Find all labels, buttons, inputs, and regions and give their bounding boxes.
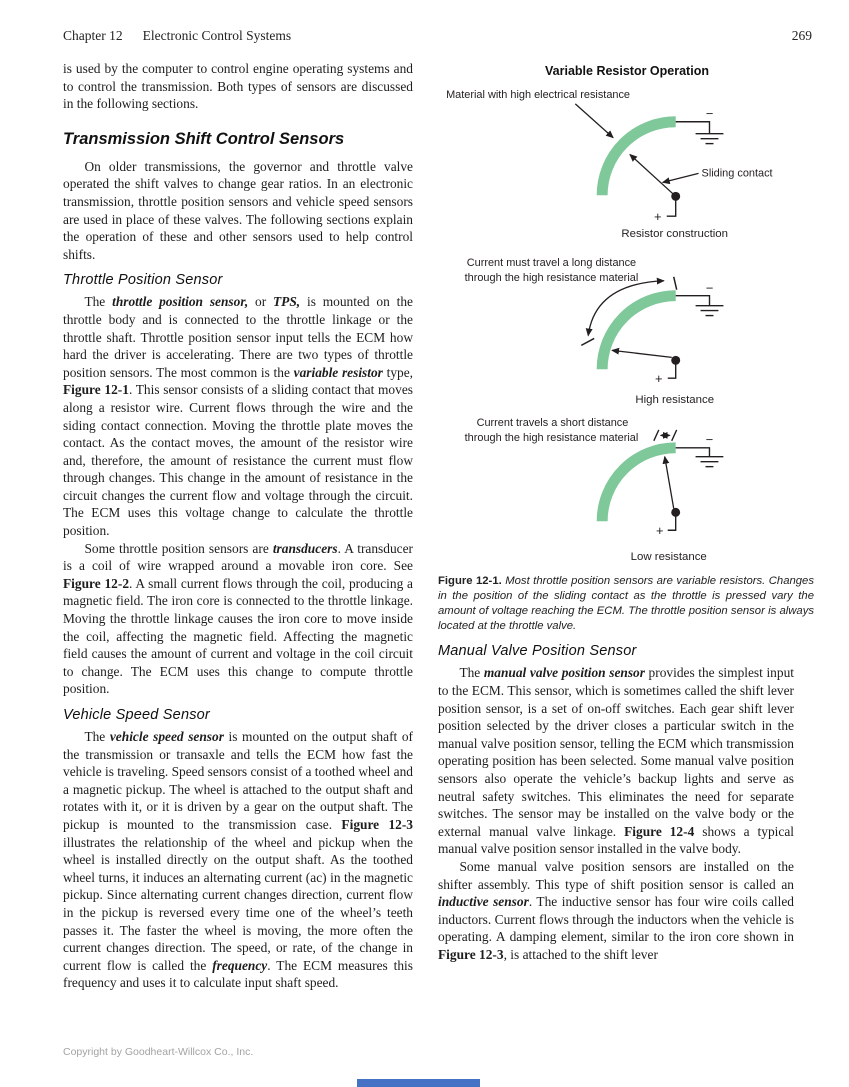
label-short-distance-line2: through the high resistance material (464, 431, 639, 444)
label-short-distance-line1: Current travels a short distance (476, 416, 629, 429)
caption-resistor-construction: Resistor construction (621, 228, 729, 241)
plus-terminal-label: + (654, 209, 662, 225)
page-number: 269 (791, 28, 812, 43)
label-sliding-contact: Sliding contact (701, 167, 773, 180)
diagram-high-resistance (438, 244, 814, 413)
subheading-throttle-position-sensor: Throttle Position Sensor (63, 272, 223, 289)
contact-pivot-dot (671, 508, 680, 517)
right-column (438, 60, 814, 992)
ground-symbol (676, 296, 724, 316)
travel-end-tick-top (674, 277, 677, 290)
contact-pivot-dot (671, 192, 680, 201)
resistor-arc (602, 296, 676, 370)
subheading-manual-valve-position-sensor: Manual Valve Position Sensor (438, 643, 637, 660)
figure-title: Variable Resistor Operation (545, 64, 709, 78)
travel-end-tick-bottom (581, 338, 594, 345)
positive-lead-wire (667, 200, 676, 216)
figure-caption: Figure 12-1. Most throttle position sensors are variable resistors. Changes in the position of the sliding contact as the throttle is pressed vary the amount of voltage reaching the ECM. The throttle position sensor is always located at the throttle valve. (438, 575, 814, 633)
diagram-resistor-construction (438, 80, 814, 244)
ground-symbol (676, 448, 724, 467)
minus-terminal-label: − (705, 105, 714, 121)
running-header (63, 28, 812, 44)
paragraph-mvps-1: The manual valve position sensor provides the simplest input to the ECM. This sensor, which is sometimes called the shift lever position sensor, is a set of on-off switches. Each gear shift lever position selected by the driver closes a particular switch in the manual valve position sensor, telling the ECM which transmission operating position has been selected. Some manual valve position sensors also operate the vehicle’s backup lights and serve as neutral safety switches. This eliminates the need for separate switches. The sensor may be installed on the valve body or the external manual valve linkage. Figure 12-4 shows a typical manual valve position sensor installed in the valve body. (438, 665, 794, 857)
header-left (63, 28, 291, 44)
subheading-vehicle-speed-sensor: Vehicle Speed Sensor (63, 707, 210, 723)
paragraph-vss: The vehicle speed sensor is mounted on the output shaft of the transmission or transaxle and tells the ECM how fast the vehicle is traveling. Speed sensors consist of a toothed wheel and a magnetic pickup. The wheel is attached to the output shaft and rotates with it, or it is driven by a gear on the output shaft. The pickup is mounted to the transmission case. Figure 12-3 illustrates the relationship of the wheel and pickup when the wheel is installed directly on the output shaft. As the toothed wheel turns, it induces an alternating current (ac) in the magnetic pickup. Since alternating current changes direction, current flow in the pickup is reversed every time one of the wheel’s teeth passes it. The faster the wheel is moving, the more often the current changes direction. The speed, or rate, of the change in current flow is called the frequency. The ECM measures this frequency and uses it to calculate input shaft speed. (63, 729, 413, 991)
book-title: Electronic Control Systems (142, 28, 292, 43)
chapter-label: Chapter 12 (63, 28, 123, 43)
pointer-line-material (575, 104, 613, 138)
sliding-contact-arm (630, 155, 676, 197)
figure-12-1 (438, 64, 814, 634)
paragraph-transducers: Some throttle position sensors are transducers. A transducer is a coil of wire wrapped around a movable iron core. See Figure 12-2. A small current flows through the coil, producing a magnetic field. The iron core is connected to the throttle linkage. Moving the throttle linkage causes the iron core to move inside the coil, affecting the magnetic field. Affecting the magnetic field causes the amount of current and voltage in the coil circuit to change. The ECM uses this change to compute throttle position. (63, 540, 413, 697)
paragraph-mvps-2: Some manual valve position sensors are installed on the shifter assembly. This type of shift position sensor is called an inductive sensor. The inductive sensor has four wire coils called inductors. Current flows through the inductors when the vehicle is operating. A damping element, similar to the iron core shown in Figure 12-3, is attached to the shift lever (438, 858, 794, 962)
contact-pivot-dot (671, 356, 680, 365)
label-high-resistance-material: Material with high electrical resistance (446, 88, 631, 101)
section-heading-transmission-shift-control-sensors: Transmission Shift Control Sensors (63, 129, 345, 148)
short-distance-arrow-icon (654, 430, 677, 441)
ground-symbol (676, 122, 724, 144)
sliding-contact-arm (612, 350, 672, 357)
positive-lead-wire (668, 516, 676, 530)
paragraph-section-intro: On older transmissions, the governor and throttle valve operated the shift valves to change gear ratios. In an electronic transmission, throttle position sensors and vehicle speed sensors are used in place of these valves. The following sections explain the operation of these and other sensors used to help control shifts. (63, 158, 413, 262)
left-column (63, 60, 413, 992)
bottom-accent-bar (357, 1079, 480, 1087)
plus-terminal-label: + (655, 371, 663, 387)
label-long-distance-line2: through the high resistance material (464, 271, 639, 284)
copyright-notice: Copyright by Goodheart-Willcox Co., Inc. (63, 1046, 254, 1058)
caption-high-resistance: High resistance (635, 394, 715, 407)
label-long-distance-line1: Current must travel a long distance (466, 256, 637, 269)
paragraph-intro-continuation: is used by the computer to control engine operating systems and to control the transmission. Both types of sensors are discussed in the following sections. (63, 61, 413, 112)
minus-terminal-label: − (705, 431, 714, 447)
sliding-contact-arm (665, 457, 674, 509)
minus-terminal-label: − (705, 280, 714, 296)
diagram-low-resistance (438, 413, 814, 570)
positive-lead-wire (668, 364, 676, 378)
plus-terminal-label: + (656, 523, 664, 539)
pointer-line-sliding-contact (663, 173, 699, 182)
caption-low-resistance: Low resistance (630, 551, 707, 564)
resistor-arc (602, 122, 676, 196)
two-column-body (63, 60, 814, 992)
paragraph-tps: The throttle position sensor, or TPS, is mounted on the throttle body and is connected to the throttle linkage or the throttle shaft. Throttle position sensor input tells the ECM how hard the driver is accelerating. There are two types of throttle position sensors. The most common is the variable resistor type, Figure 12-1. This sensor consists of a sliding contact that moves along a resistor wire. Current flows through the wire and the siding contact connection. Moving the throttle plate moves the contact. As the contact moves, the amount of the resistor wire and, therefore, the amount of resistance the current must flow through changes. This change in the amount of resistance in the circuit changes the current flow and voltage through the circuit. The ECM uses this voltage change to calculate the throttle position. (63, 294, 413, 539)
